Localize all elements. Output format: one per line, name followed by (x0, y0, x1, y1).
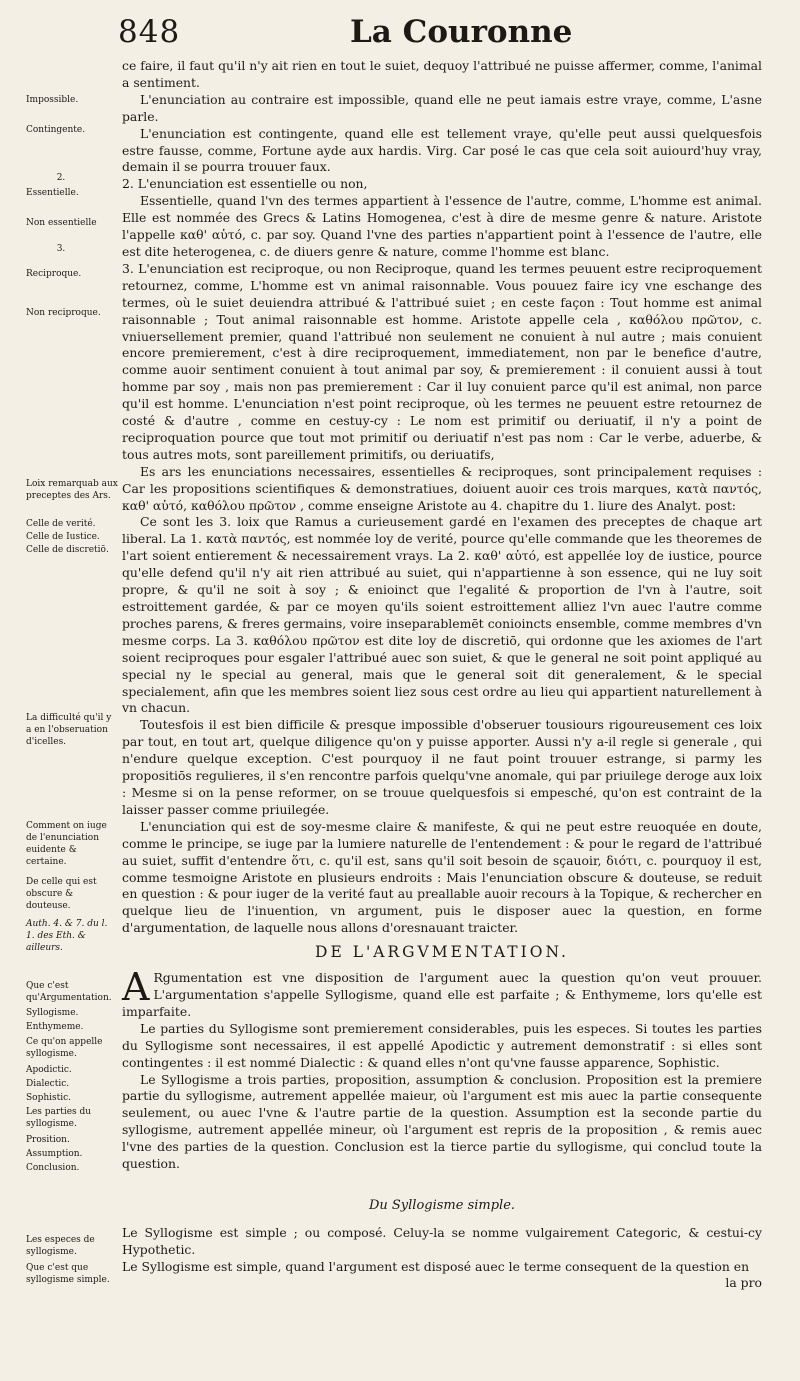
paragraph: L'enunciation au contraire est impossible, quand elle ne peut iamais estre vraye, comme, L'asne parle. (122, 91, 762, 124)
margin-note: Impossible. (26, 95, 79, 105)
margin-note: Celle de discretiō. (26, 545, 109, 555)
paragraph: Le Syllogisme est simple ; ou composé. Celuy-la se nomme vulgairement Categoric, & cestui-cy Hypothetic. (122, 1225, 762, 1257)
margin-note: Loix remarquab aux preceptes des Ars. (26, 479, 118, 501)
paragraph: 2. L'enunciation est essentielle ou non, (122, 176, 368, 192)
margin-note: Contingente. (26, 125, 86, 135)
paragraph: Essentielle, quand l'vn des termes appartient à l'essence de l'autre, comme, L'homme est animal. Elle est nommée des Grecs & Latins Homogenea, c'est à dire de mesme genre & nature. Aristote l'appelle καθ' αὑτό, c. par soy. Quand l'vne des parties n'appartient point à l'essence de l'autre, elle est dite heterogenea, c. de diuers genre & nature, comme l'homme est blanc. (122, 193, 762, 259)
margin-note: 2. (56, 173, 66, 183)
margin-note: Syllogisme. (26, 1008, 79, 1018)
margin-note: De celle qui est obscure & douteuse. (26, 877, 97, 911)
subsection-heading: Du Syllogisme simple. (368, 1198, 516, 1213)
margin-note: Dialectic. (26, 1079, 70, 1089)
margin-note: Assumption. (26, 1149, 83, 1159)
paragraph (122, 965, 762, 1021)
paragraph: ce faire, il faut qu'il n'y ait rien en tout le suiet, dequoy l'attribué ne puisse affermer, comme, l'animal a sentiment. (122, 58, 762, 90)
margin-note: Celle de Iustice. (26, 532, 100, 542)
paragraph: Le Syllogisme a trois parties, proposition, assumption & conclusion. Proposition est la premiere partie du syllogisme, autrement appellée maieur, où l'argument est mis auec la partie consequente seulement, ou auec l'vne & l'autre partie de la question. Assumption est la seconde partie du syllogisme, autrement appellée mineur, où l'argument est repris de la proposition , & remis auec l'vne des parties de la question. Conclusion est la tierce partie du syllogisme, qui conclud toute la question. (122, 1071, 762, 1172)
margin-note: Enthymeme. (26, 1022, 84, 1032)
catchword: la pro (725, 1274, 762, 1290)
margin-note: La difficulté qu'il y a en l'obseruation d'icelles. (26, 713, 112, 747)
margin-note: Essentielle. (26, 188, 79, 198)
paragraph: Ce sont les 3. loix que Ramus a curieusement gardé en l'examen des preceptes de chaque art liberal. La 1. κατὰ παντός, est nommée loy de verité, pource qu'elle commande que les theoremes de l'art soient entierement & necessairement vrays. La 2. καθ' αὑτό, est appellée loy de iustice, pource qu'elle defend qu'il n'y ait rien attribué au suiet, qui n'appartienne à son essence, qui ne luy soit propre, & qu'il ne soit à soy ; & enioinct que l'egalité & proportion de l'vn à l'autre, soit estroittement gardée, & par ce moyen qu'ils soient estroittement alliez l'vn auec l'autre comme proches parens, & freres germains, voire inseparablemēt conioincts ensemble, comme membres d'vn mesme corps. La 3. καθόλου πρῶτον est dite loy de discretiō, qui ordonne que les axiomes de l'art soient reciproques pour esgaler l'attribué auec son suiet, & que le general ne soit point appliqué au special ny le special au general, mais que le general soit dit generalement, & le special specialement, afin que les membres soient liez sous cest ordre au lieu qui appartient naturellement à vn chacun. (122, 514, 762, 716)
page-number: 848 (118, 14, 181, 50)
paragraph: L'enunciation qui est de soy-mesme claire & manifeste, & qui ne peut estre reuoquée en doute, comme le principe, se iuge par la lumiere naturelle de l'entendement : & pour le regard de l'attribué au suiet, suffit d'entendre ὅτι, c. qu'il est, sans qu'il soit besoin de sçauoir, διότι, c. pourquoy il est, comme tesmoigne Aristote en plusieurs endroits : Mais l'enunciation obscure & douteuse, se reduit en question : & pour iuger de la verité faut au preallable auoir recours à la Topique, & rechercher en quelque lieu de l'inuention, vn argument, puis le disposer auec la question, en forme d'argumentation, de laquelle nous allons d'oresnauant traicter. (122, 818, 762, 936)
margin-note: Reciproque. (26, 269, 82, 279)
running-title: La Couronne (350, 14, 573, 50)
paragraph: Toutesfois il est bien difficile & presque impossible d'obseruer tousiours rigoureusement ces loix par tout, en tout art, quelque diligence qu'on y puisse apporter. Aussi n'y a-il regle si generale , qui n'endure quelque exception. C'est pourquoy il ne faut point trouuer estrange, si parmy les propositiōs regulieres, il s'en rencontre parfois quelqu'vne anomale, qui par priuilege deroge aux loix : Mesme si on la pense reformer, on se trouue quelquesfois si empesché, qu'on est contraint de la laisser passer comme priuilegée. (122, 717, 762, 817)
paragraph: L'enunciation est contingente, quand elle est tellement vraye, qu'elle peut aussi quelquesfois estre fausse, comme, Fortune ayde aux hardis. Virg. Car posé le cas que cela soit auiourd'huy vray, demain il se pourra trouuer faux. (122, 125, 762, 175)
section-heading: DE L'ARGVMENTATION. (315, 943, 569, 962)
margin-note: Prosition. (26, 1135, 70, 1145)
paragraph: Le Syllogisme est simple, quand l'argument est disposé auec le terme consequent de la question en (122, 1258, 750, 1274)
margin-note: Ce qu'on appelle syllogisme. (26, 1037, 103, 1059)
paragraph-text: Rgumentation est vne disposition de l'argument auec la question qu'on veut prouuer. L'argumentation s'appelle Syllogisme, quand elle est parfaite ; & Enthymeme, lors qu'elle est imparfaite. (122, 970, 762, 1019)
margin-note: 3. (56, 244, 66, 254)
margin-note: Sophistic. (26, 1093, 72, 1103)
drop-cap: A (122, 965, 150, 1010)
margin-note: Celle de verité. (26, 519, 96, 529)
margin-note: Comment on iuge de l'enunciation euidente & certaine. (26, 821, 107, 867)
margin-note: Que c'est qu'Argumentation. (26, 981, 112, 1003)
margin-note: Apodictic. (26, 1065, 72, 1075)
margin-note: Que c'est que syllogisme simple. (26, 1263, 110, 1285)
paragraph: Es ars les enunciations necessaires, essentielles & reciproques, sont principalement requises : Car les propositions scientifiques & demonstratiues, doiuent auoir ces trois marques, κατὰ παντός, καθ' αὑτό, καθόλου πρῶτον , comme enseigne Aristote au 4. chapitre du 1. liure des Analyt. post: (122, 463, 762, 513)
margin-note: Les especes de syllogisme. (26, 1235, 95, 1257)
margin-note: Auth. 4. & 7. du l. 1. des Eth. & ailleurs. (26, 919, 108, 953)
margin-note: Conclusion. (26, 1163, 80, 1173)
page-header (0, 14, 800, 54)
margin-note: Non reciproque. (26, 308, 101, 318)
margin-note: Les parties du syllogisme. (26, 1107, 92, 1129)
main-text (122, 58, 762, 1290)
paragraph: 3. L'enunciation est reciproque, ou non Reciproque, quand les termes peuuent estre reciproquement retournez, comme, L'homme est vn animal raisonnable. Vous pouuez faire icy vne eschange des termes, où le suiet deuiendra attribué & l'attribué suiet ; en ceste façon : Tout homme est animal raisonnable ; Tout animal raisonnable est homme. Aristote appelle cela , καθόλου πρῶτον, c. vniuersellement premier, quand l'attribué non seulement ne conuient à nul autre ; mais conuient encore premierement, c'est à dire reciproquement, immediatement, non par le benefice d'autre, comme auoir sentiment conuient à tout animal par soy, & premierement : il conuient aussi à tout homme par soy , mais non pas premierement : Car il luy conuient parce qu'il est animal, non parce qu'il est homme. L'enunciation n'est point reciproque, où les termes ne peuuent estre retournez de costé & d'autre , comme en cestuy-cy : Le nom est primitif ou deriuatif, il n'y a point de reciproquation pource que tout mot primitif ou deriuatif n'est pas nom : Car le verbe, aduerbe, & tous autres mots, sont pareillement primitifs, ou deriuatifs, (122, 260, 762, 462)
paragraph: Le parties du Syllogisme sont premierement considerables, puis les especes. Si toutes les parties du Syllogisme sont necessaires, il est appellé Apodictic y autrement demonstratif : si elles sont contingentes : il est nommé Dialectic : & quand elles n'ont qu'vne fausse apparence, Sophistic. (122, 1020, 762, 1070)
margin-note: Non essentielle (26, 218, 97, 228)
